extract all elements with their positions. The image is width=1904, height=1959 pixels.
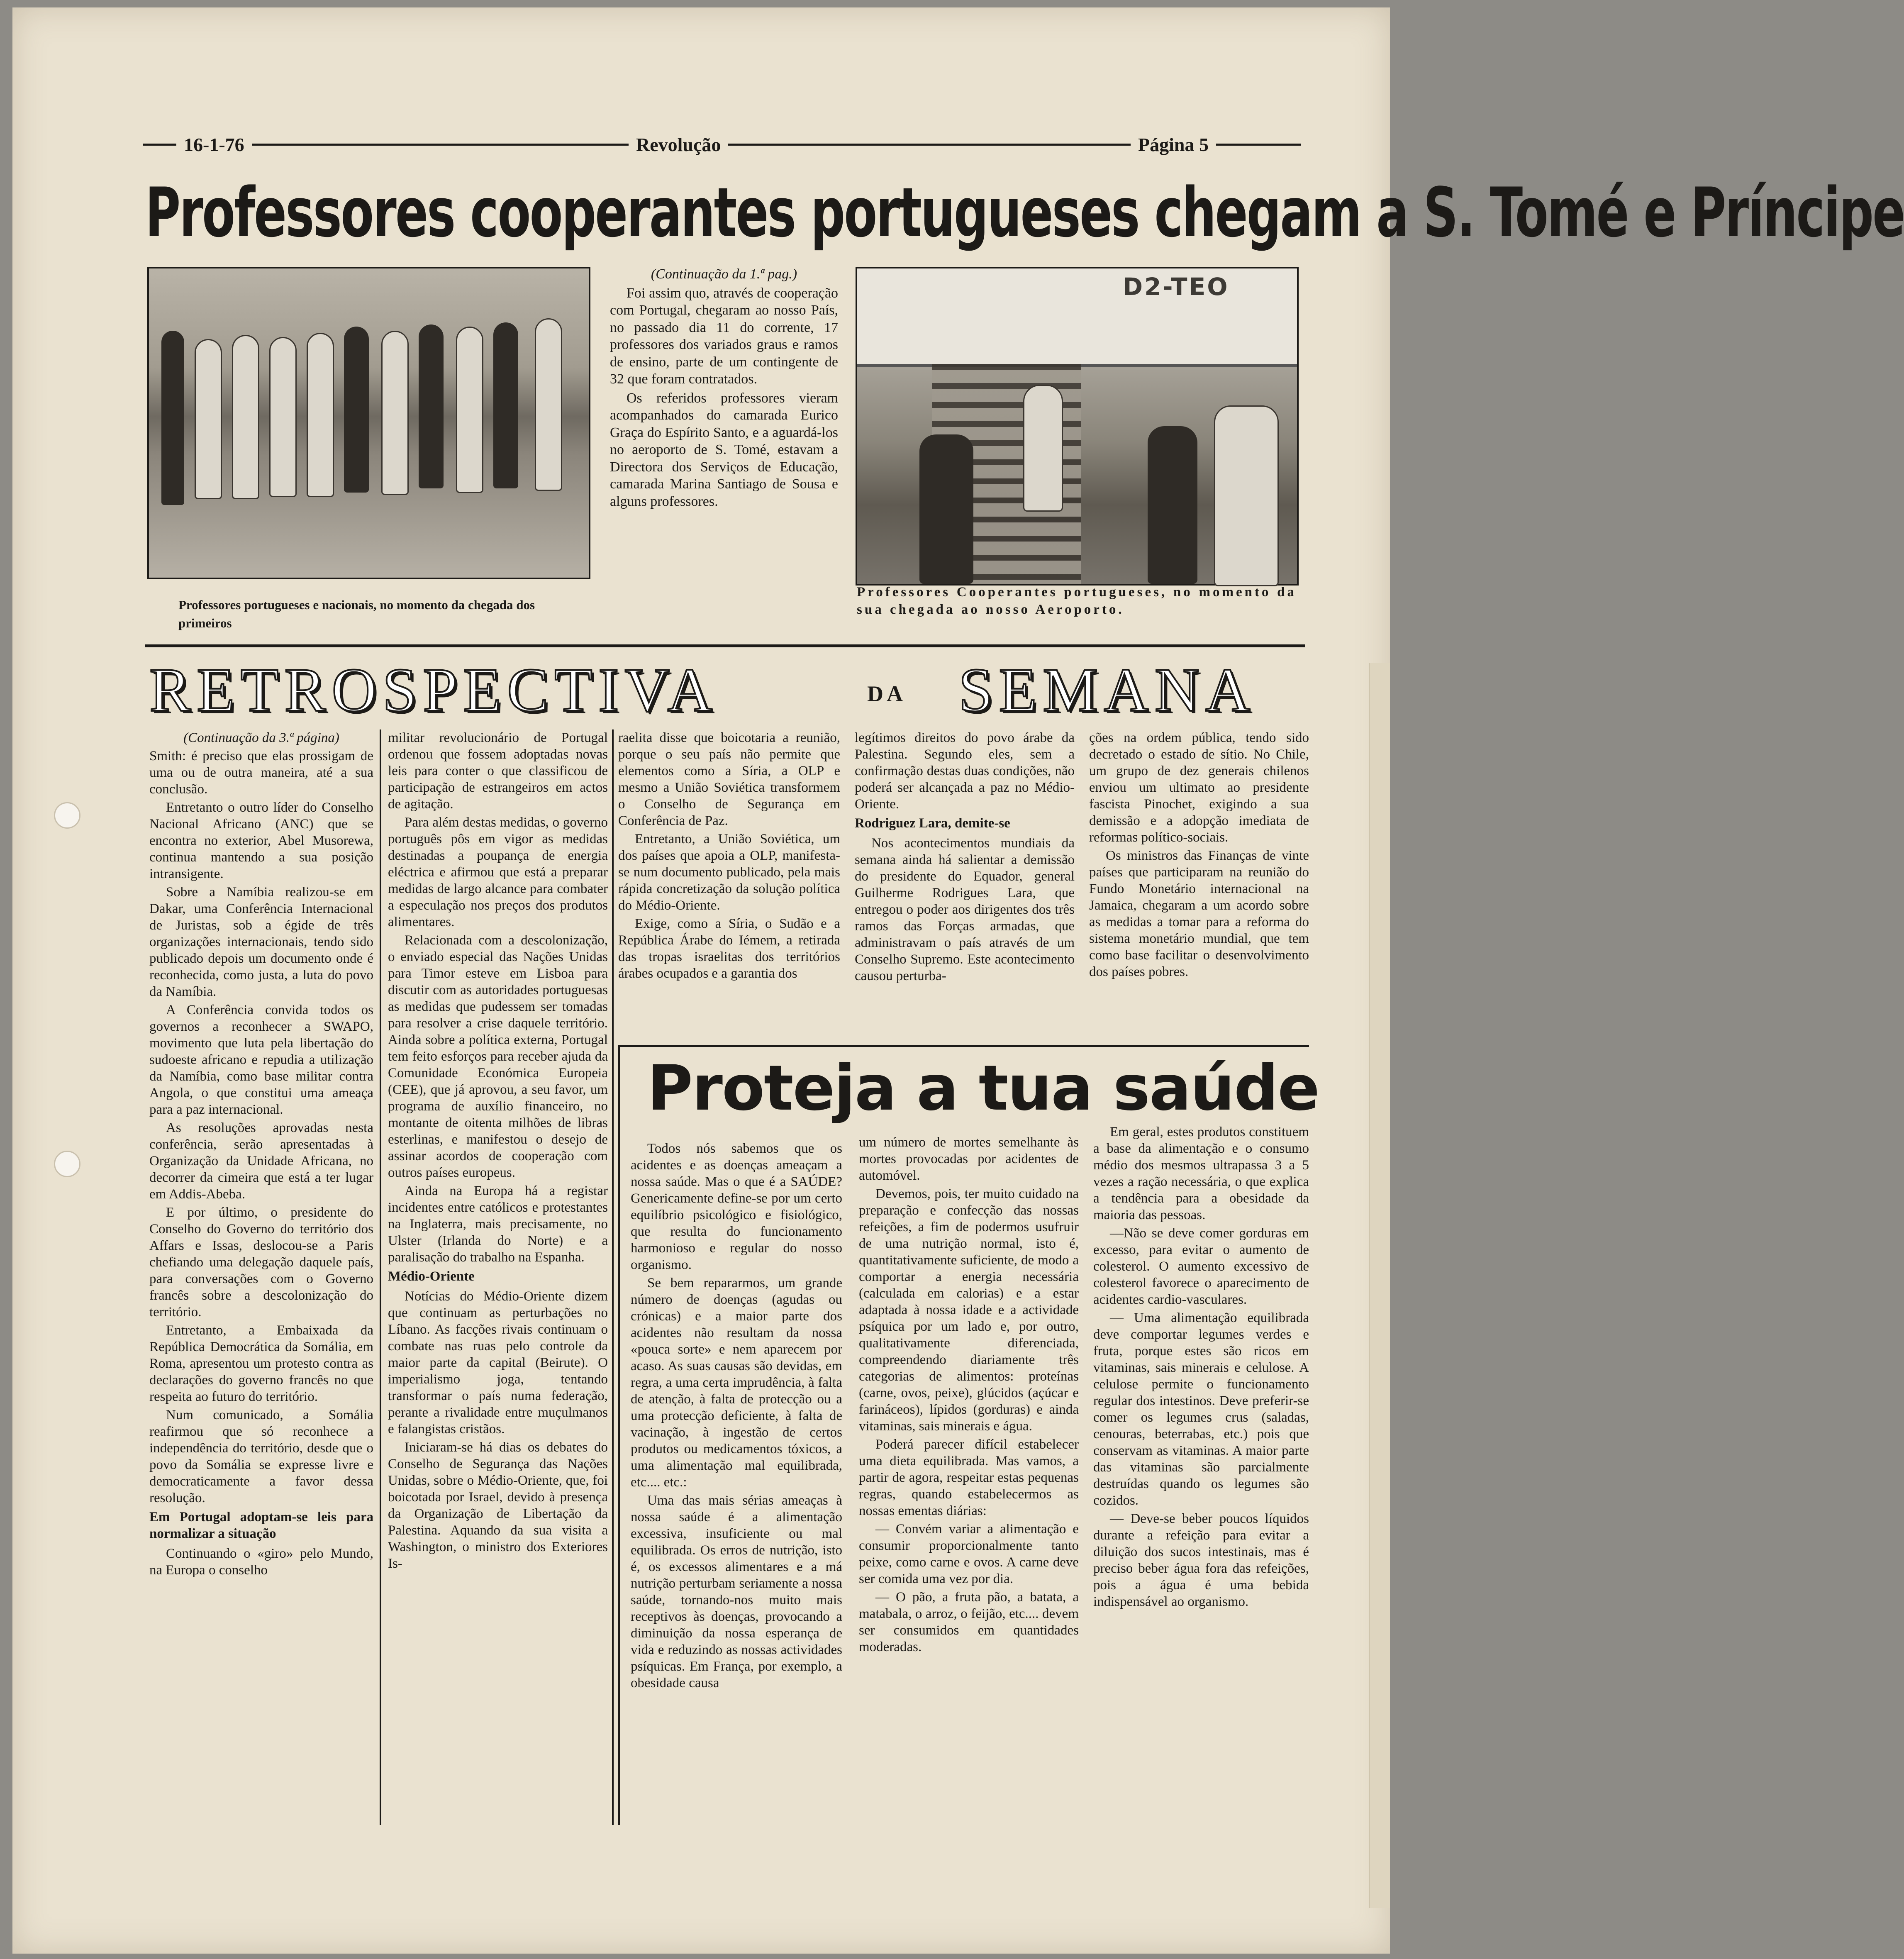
binder-hole-bottom bbox=[54, 1151, 80, 1177]
health-box-rule bbox=[618, 1045, 1309, 1047]
person-figure bbox=[195, 339, 222, 499]
paragraph: Os referidos professores vieram acompanhados do camarada Eurico Graça do Espírito Santo, e a aguardá-los no aeroporto de S. Tomé, estavam a Directora dos Serviços de Educação, camarada Marina Santiago de Sousa e alguns professores. bbox=[610, 390, 838, 509]
paragraph: Relacionada com a descolonização, o enviado especial das Nações Unidas para Timor esteve em Lisboa para discutir com as autoridades portuguesas as medidas que pudessem ser tomadas para resolver a crise daquele território. Ainda sobre a política externa, Portugal tem feito esforços para receber ajuda da Comunidade Económica Europeia (CEE), que já aprovou, a seu favor, um programa de auxílio financeiro, no montante de oitenta milhões de libras esterlinas, e manifestou o desejo de assinar acordos de cooperação com outros países europeus. bbox=[388, 933, 608, 1180]
section-title-left: RETROSPECTIVA bbox=[149, 656, 719, 725]
subheading: Em Portugal adoptam-se leis para normalizar a situação bbox=[149, 1510, 373, 1541]
newspaper-name: Revolução bbox=[629, 130, 728, 159]
paragraph: A Conferência convida todos os governos a reconhecer a SWAPO, movimento que luta pela libertação do sudoeste africano e repudia a utilização da Namíbia, como base militar contra Angola, o que constitui uma ameaça para a paz internacional. bbox=[149, 1003, 373, 1117]
person-figure bbox=[232, 335, 259, 499]
running-head bbox=[143, 130, 1301, 159]
retro-column-4 bbox=[855, 729, 1075, 986]
paragraph: Entretanto, a União Soviética, um dos países que apoia a OLP, manifesta-se num documento publicado, pela mais rápida concretização da solução política do Médio-Oriente. bbox=[618, 832, 840, 913]
paragraph: As resoluções aprovadas nesta conferência, serão apresentadas à Organização da Unidade Africana, no decorrer da cimeira que está a ter lugar em Addis-Abeba. bbox=[149, 1120, 373, 1202]
paragraph: —Não se deve comer gorduras em excesso, para evitar o aumento de colesterol. O aumento excessivo de colesterol favorece o aparecimento de acidentes cardio-vasculares. bbox=[1093, 1226, 1309, 1307]
paragraph: Entretanto, a Embaixada da República Democrática da Somália, em Roma, apresentou um protesto contra as declarações do governo francês no que respeita ao futuro do território. bbox=[149, 1323, 373, 1404]
health-box-border bbox=[618, 1045, 620, 1825]
paragraph: Para além destas medidas, o governo português pôs em vigor as medidas destinadas a poupança de energia eléctrica e afirmou que está a preparar medidas de largo alcance para combater a especulação nos preços dos produtos alimentares. bbox=[388, 815, 608, 929]
aircraft-registration: D2-TEO bbox=[1123, 273, 1229, 301]
person-figure bbox=[919, 434, 973, 584]
right-photo-caption: Professores Cooperantes portugueses, no momento da sua chegada ao nosso Aeroporto. bbox=[857, 585, 1297, 617]
paragraph: — Deve-se beber poucos líquidos durante a refeição para evitar a diluição dos sucos intestinais, mas é preciso beber água fora das refeições, pois a água é uma bebida indispensável ao organismo. bbox=[1093, 1511, 1309, 1609]
paragraph: Entretanto o outro líder do Conselho Nacional Africano (ANC) que se encontra no exterior, Abel Musorewa, continua mantendo a sua posição intransigente. bbox=[149, 800, 373, 881]
page-number: Página 5 bbox=[1131, 130, 1216, 159]
paragraph: Foi assim quo, através de cooperação com Portugal, chegaram ao nosso País, no passado dia 11 do corrente, 17 professores dos variados graus e ramos de ensino, parte de um contingente de 32 que foram contratados. bbox=[610, 285, 838, 387]
health-column-3 bbox=[1093, 1124, 1309, 1612]
airport-arrival-photo bbox=[856, 267, 1299, 586]
column-rule bbox=[612, 729, 614, 1825]
paragraph: um número de mortes semelhante às mortes provocadas por acidentes de automóvel. bbox=[859, 1135, 1079, 1183]
section-title-connector: DA bbox=[867, 681, 906, 706]
paragraph: Notícias do Médio-Oriente dizem que continuam as perturbações no Líbano. As facções rivais continuam o combate nas ruas pelo controle da maior parte da capital (Beirute). O imperialismo joga, tentando transformar o país numa federação, perante a rivalidade entre muçulmanos e falangistas cristãos. bbox=[388, 1289, 608, 1437]
person-figure bbox=[381, 331, 409, 495]
retro-column-5 bbox=[1089, 729, 1309, 982]
paragraph: legítimos direitos do povo árabe da Palestina. Segundo eles, sem a confirmação destas duas condições, não poderá ser alcançada a paz no Médio-Oriente. bbox=[855, 730, 1075, 812]
person-figure bbox=[1214, 405, 1279, 586]
person-figure bbox=[456, 327, 483, 493]
health-headline: Proteja a tua saúde bbox=[647, 1052, 1319, 1125]
paragraph: Todos nós sabemos que os acidentes e as doenças ameaçam a nossa saúde. Mas o que é a SAÚDE? Genericamente define-se por um certo equilíbrio psicológico e fisiológico, que resulta do funcionamento harmonioso e regular do nosso organismo. bbox=[631, 1141, 842, 1272]
left-photo-caption: Professores portugueses e nacionais, no momento da chegada dos primeiros bbox=[178, 598, 535, 630]
paragraph: Exige, como a Síria, o Sudão e a República Árabe do Iémem, a retirada das tropas israelitas dos territórios árabes ocupados e a garantia dos bbox=[618, 916, 840, 981]
paragraph: Continuando o «giro» pelo Mundo, na Europa o conselho bbox=[149, 1546, 373, 1578]
airplane-fuselage bbox=[857, 268, 1297, 367]
section-title-right: SEMANA bbox=[958, 656, 1256, 725]
retro-column-3 bbox=[618, 729, 840, 983]
binder-hole-top bbox=[54, 802, 80, 829]
paragraph: raelita disse que boicotaria a reunião, porque o seu país não permite que elementos como a Síria, a OLP e mesmo a União Soviética transformem o Conselho de Segurança em Conferência de Paz. bbox=[618, 730, 840, 828]
health-column-2 bbox=[859, 1134, 1079, 1657]
paragraph: Ainda na Europa há a registar incidentes entre católicos e protestantes na Inglaterra, mais precisamente, no Ulster (Irlanda do Norte) e a paralisação do trabalho na Espanha. bbox=[388, 1183, 608, 1265]
subheading: Rodriguez Lara, demite-se bbox=[855, 816, 1010, 831]
person-figure bbox=[535, 318, 562, 491]
paragraph: Smith: é preciso que elas prossigam de uma ou de outra maneira, até a sua conclusão. bbox=[149, 749, 373, 797]
continuation-note: (Continuação da 3.ª página) bbox=[183, 730, 339, 745]
paragraph: E por último, o presidente do Conselho do Governo do território dos Affars e Issas, deslocou-se a Paris chefiando uma delegação daquele país, para conversações com o Governo francês sobre a descolonização do território. bbox=[149, 1205, 373, 1320]
person-figure bbox=[1023, 385, 1063, 512]
paragraph: militar revolucionário de Portugal ordenou que fossem adoptadas novas leis para conter o que classificou de participação de estrangeiros em actos de agitação. bbox=[388, 730, 608, 812]
paragraph: Iniciaram-se há dias os debates do Conselho de Segurança das Nações Unidas, sobre o Médio-Oriente, que, foi boicotada por Israel, devido à presença da Organização de Libertação da Palestina. Aquando da sua visita a Washington, o ministro dos Exteriores Is- bbox=[388, 1440, 608, 1571]
retro-column-2 bbox=[388, 729, 608, 1574]
section-rule-top bbox=[145, 644, 1305, 647]
column-rule bbox=[380, 729, 381, 1825]
paragraph: Se bem repararmos, um grande número de doenças (agudas ou crónicas) e a maior parte dos acidentes não resultam da nossa «pouca sorte» e nem aparecem por acaso. As suas causas são devidas, em regra, a uma certa imprudência, à falta de atenção, à falta de protecção ou a uma protecção deficiente, à falta de vacinação, à ingestão de certos produtos ou medicamentos tóxicos, a uma alimentação mal equilibrada, etc.... etc.: bbox=[631, 1276, 842, 1490]
page-edge-strip bbox=[1369, 663, 1390, 1908]
person-figure bbox=[269, 337, 297, 497]
newspaper-page bbox=[12, 7, 1904, 1954]
person-figure bbox=[307, 333, 334, 497]
paragraph: Num comunicado, a Somália reafirmou que só reconhece a independência do território, desde que o povo da Somália se expresse livre e democraticamente a favor dessa resolução. bbox=[149, 1408, 373, 1505]
top-article-text bbox=[610, 266, 838, 512]
paragraph: — Uma alimentação equilibrada deve comportar legumes verdes e fruta, porque estes são ricos em vitaminas, sais minerais e celulose. A celulose permite o funcionamento regular dos intestinos. Deve preferir-se comer os legumes crus (saladas, cenouras, beterrabas, etc.) pois que conservam as vitaminas. A maior parte das vitaminas são parcialmente destruídas quando os legumes são cozidos. bbox=[1093, 1310, 1309, 1508]
arrival-group-photo bbox=[147, 267, 590, 579]
paragraph: ções na ordem pública, tendo sido decretado o estado de sítio. No Chile, um grupo de dez generais chilenos enviou um ultimato ao presidente fascista Pinochet, exigindo a sua demissão e a adopção imediata de reformas político-sociais. bbox=[1089, 730, 1309, 845]
section-banner bbox=[149, 657, 1311, 723]
person-figure bbox=[1148, 426, 1197, 584]
paragraph: Uma das mais sérias ameaças à nossa saúde é a alimentação excessiva, insuficiente ou mal equilibrada. Os erros de nutrição, isto é, os excessos alimentares e a má nutrição perturbam seriamente a nossa saúde, tornando-nos muito mais receptivos às doenças, provocando a diminuição da nossa esperança de vida e reduzindo as nossas actividades psíquicas. Em França, por exemplo, a obesidade causa bbox=[631, 1493, 842, 1691]
paragraph: Devemos, pois, ter muito cuidado na preparação e confecção das nossas refeições, a fim de podermos usufruir de uma nutrição normal, isto é, quantitativamente suficiente, de modo a comportar a energia necessária (calculada em calorias) e a estar adaptada à nossa idade e a actividade psíquica por um lado e, por outro, qualitativamente diferenciada, compreendendo diariamente três categorias de alimentos: proteínas (carne, ovos, peixe), glúcidos (açúcar e farináceos), lípidos (gorduras) e ainda vitaminas, sais minerais e água. bbox=[859, 1186, 1079, 1434]
paragraph: Em geral, estes produtos constituem a base da alimentação e o consumo médio dos mesmos ultrapassa 3 a 5 vezes a ração necessária, o que explica a tendência para a obesidade da maioria das pessoas. bbox=[1093, 1125, 1309, 1222]
person-figure bbox=[419, 324, 444, 488]
paragraph: Nos acontecimentos mundiais da semana ainda há salientar a demissão do presidente do Equador, general Guilherme Rodrigues Lara, que entregou o poder aos dirigentes dos três ramos das Forças armadas, que administravam o país através de um Conselho Supremo. Este acontecimento causou perturba- bbox=[855, 836, 1075, 983]
paragraph: Poderá parecer difícil estabelecer uma dieta equilibrada. Mas vamos, a partir de agora, respeitar estas pequenas regras, quando estabelecermos as nossas ementas diárias: bbox=[859, 1437, 1079, 1518]
person-figure bbox=[161, 331, 184, 505]
paragraph: Sobre a Namíbia realizou-se em Dakar, uma Conferência Internacional de Juristas, sob a égide de três organizações internacionais, tendo sido publicado depois um documento onde é reconhecida, como justa, a luta do povo da Namíbia. bbox=[149, 885, 373, 999]
subheading: Médio-Oriente bbox=[388, 1269, 475, 1284]
paragraph: — Convém variar a alimentação e consumir proporcionalmente tanto peixe, como carne e ovos. A carne deve ser comida uma vez por dia. bbox=[859, 1522, 1079, 1586]
issue-date: 16-1-76 bbox=[176, 130, 252, 159]
health-column-1 bbox=[631, 1140, 842, 1693]
main-headline: Professores cooperantes portugueses chegam a S. Tomé e Príncipe bbox=[145, 173, 1904, 252]
person-figure bbox=[344, 327, 369, 493]
paragraph: Os ministros das Finanças de vinte países que participaram na reunião do Fundo Monetário internacional na Jamaica, chegaram a um acordo sobre as medidas a tomar para a reforma do sistema monetário mundial, que tem como base facilitar o desenvolvimento dos países pobres. bbox=[1089, 848, 1309, 979]
paragraph: — O pão, a fruta pão, a batata, a matabala, o arroz, o feijão, etc.... devem ser consumidos em quantidades moderadas. bbox=[859, 1590, 1079, 1654]
person-figure bbox=[493, 322, 518, 488]
retro-column-1 bbox=[149, 729, 373, 1580]
continuation-note: (Continuação da 1.ª pag.) bbox=[651, 266, 797, 282]
